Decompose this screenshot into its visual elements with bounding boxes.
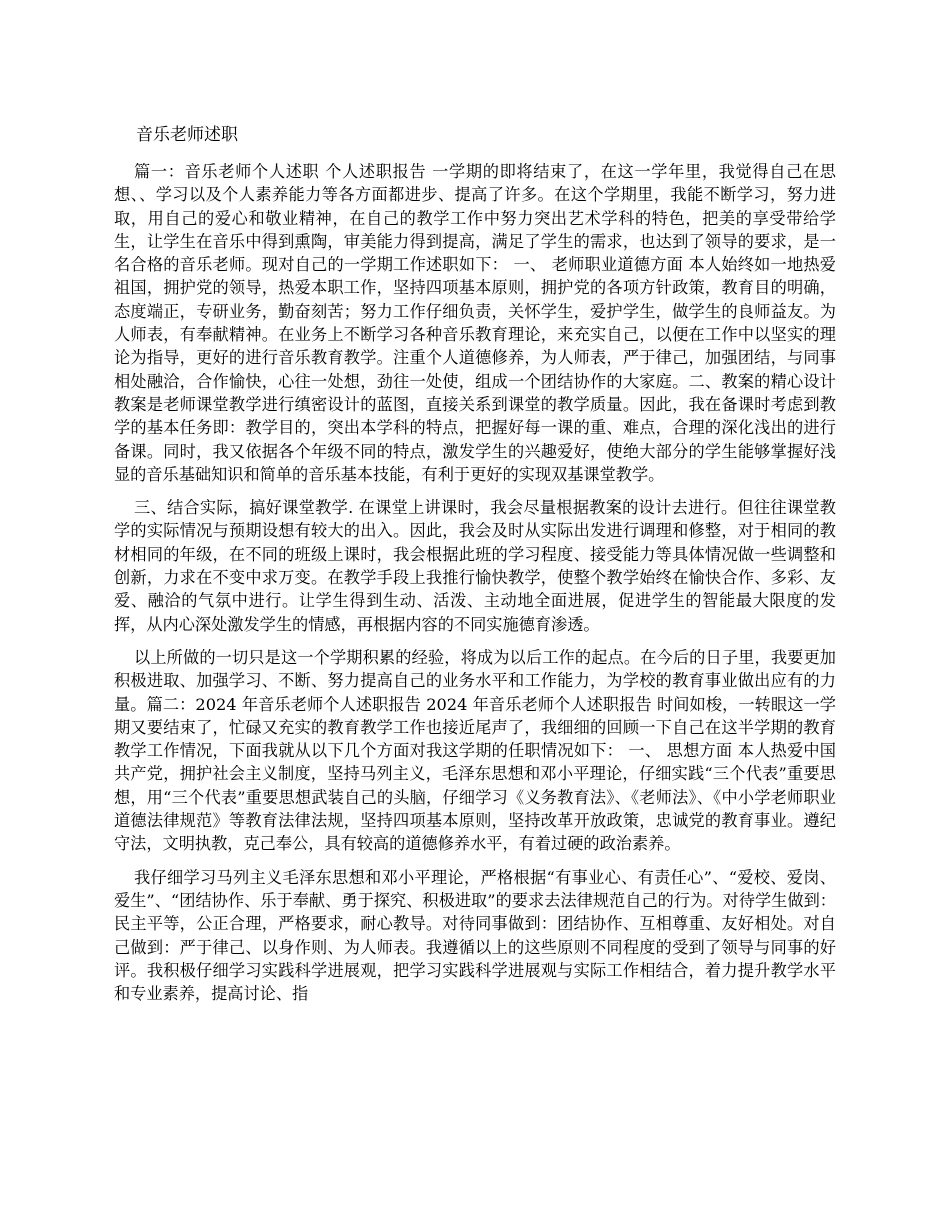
paragraph-3: 以上所做的一切只是这一个学期积累的经验，将成为以后工作的起点。在今后的日子里，我要更加积极进取、加强学习、不断、努力提高自己的业务水平和工作能力，为学校的教育事业做出应有的力量。篇二：2024 年音乐老师个人述职报告 2024 年音乐老师个人述职报告 时间如梭，一转眼这一学期又要结束了，忙碌又充实的教育教学工作也接近尾声了，我细细的回顾一下自己在这半学期的教育教学工作情况，下面我就从以下几个方面对我这学期的任职情况如下： 一、 思想方面 本人热爱中国共产党，拥护社会主义制度，坚持马列主义，毛泽东思想和邓小平理论，仔细实践“三个代表”重要思想，用“三个代表”重要思想武装自己的头脑，仔细学习《义务教育法》、《老师法》、《中小学老师职业道德法律规范》等教育法律法规，坚持四项基本原则，坚持改革开放政策，忠诚党的教育事业。遵纪守法，文明执教，克己奉公，具有较高的道德修养水平，有着过硬的政治素养。 — [114, 647, 836, 854]
paragraph-2: 三、结合实际，搞好课堂教学. 在课堂上讲课时，我会尽量根据教案的设计去进行。但往往课堂教学的实际情况与预期设想有较大的出入。因此，我会及时从实际出发进行调理和修整，对于相同的教材相同的年级，在不同的班级上课时，我会根据此班的学习程度、接受能力等具体情况做一些调整和创新，力求在不变中求万变。在教学手段上我推行愉快教学，使整个教学始终在愉快合作、多彩、友爱、融洽的气氛中进行。让学生得到生动、活泼、主动地全面进展，促进学生的智能最大限度的发挥，从内心深处激发学生的情感，再根据内容的不同实施德育渗透。 — [114, 498, 836, 634]
document-body — [114, 122, 836, 1015]
paragraph-4: 我仔细学习马列主义毛泽东思想和邓小平理论，严格根据“有事业心、有责任心”、“爱校、爱岗、爱生”、“团结协作、乐于奉献、勇于探究、积极进取”的要求去法律规范自己的行为。对待学生做到：民主平等，公正合理，严格要求，耐心教导。对待同事做到：团结协作、互相尊重、友好相处。对自己做到：严于律己、以身作则、为人师表。我遵循以上的这些原则不同程度的受到了领导与同事的好评。我积极仔细学习实践科学进展观，把学习实践科学进展观与实际工作相结合，着力提升教学水平和专业素养，提高讨论、指 — [114, 867, 836, 1004]
document-title: 音乐老师述职 — [136, 125, 238, 145]
paragraph-1: 篇一：音乐老师个人述职 个人述职报告 一学期的即将结束了，在这一学年里，我觉得自己在思想、、学习以及个人素养能力等各方面都进步、提高了许多。在这个学期里，我能不断学习，努力进取，用自己的爱心和敬业精神，在自己的教学工作中努力突出艺术学科的特色，把美的享受带给学生，让学生在音乐中得到熏陶，审美能力得到提高，满足了学生的需求，也达到了领导的要求，是一名合格的音乐老师。现对自己的一学期工作述职如下： 一、 老师职业道德方面 本人始终如一地热爱祖国，拥护党的领导，热爱本职工作，坚持四项基本原则，拥护党的各项方针政策，教育目的明确，态度端正，专研业务，勤奋刻苦；努力工作仔细负责，关怀学生，爱护学生，做学生的良师益友。为人师表，有奉献精神。在业务上不断学习各种音乐教育理论，来充实自己，以便在工作中以坚实的理论为指导，更好的进行音乐教育教学。注重个人道德修养，为人师表，严于律己，加强团结，与同事相处融洽，合作愉快，心往一处想，劲往一处使，组成一个团结协作的大家庭。二、教案的精心设计 教案是老师课堂教学进行缜密设计的蓝图，直接关系到课堂的教学质量。因此，我在备课时考虑到教学的基本任务即：教学目的，突出本学科的特点，把握好每一课的重、难点，合理的深化浅出的进行备课。同时，我又依据各个年级不同的特点，激发学生的兴趣爱好，使绝大部分的学生能够掌握好浅显的音乐基础知识和简单的音乐基本技能，有利于更好的实现双基课堂教学。 — [114, 162, 836, 484]
